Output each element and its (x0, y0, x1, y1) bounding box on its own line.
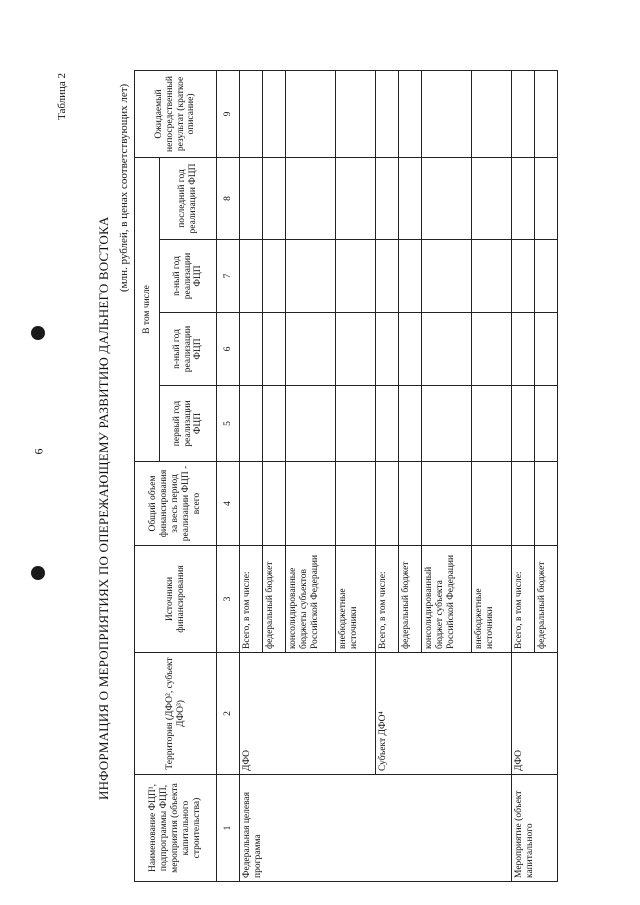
table-cell (376, 386, 399, 462)
table-cell (512, 71, 535, 158)
table-cell (472, 386, 512, 462)
table-cell (512, 158, 535, 240)
table-cell (472, 313, 512, 386)
table-cell (263, 313, 286, 386)
table-cell (240, 71, 263, 158)
row-source: консолидированный бюджет субъекта Российской Федерации (422, 546, 472, 653)
table-cell (240, 462, 263, 546)
header-territory: Территория (ДФО², субъект ДФО³) (135, 653, 217, 775)
table-cell (286, 462, 336, 546)
row-source: Всего, в том числе: (240, 546, 263, 653)
row-territory: ДФО (240, 653, 376, 775)
header-name: Наименование ФЦП¹, подпрограммы ФЦП, мероприятия (объекта капитального строительства) (135, 775, 217, 882)
row-source: Всего, в том числе: (376, 546, 399, 653)
table-cell (286, 240, 336, 313)
table-cell (376, 240, 399, 313)
header-first-year: первый год реализации ФЦП (160, 386, 217, 462)
row-source: внебюджетные источники (336, 546, 376, 653)
table-cell (535, 313, 558, 386)
table-cell (535, 386, 558, 462)
table-cell (286, 386, 336, 462)
row-event-name: Мероприятие (объект капитального (512, 775, 558, 882)
table-cell (336, 313, 376, 386)
table-cell (399, 240, 422, 313)
table-label: Таблица 2 (56, 72, 68, 120)
column-number: 6 (217, 313, 240, 386)
table-cell (422, 240, 472, 313)
row-program-name: Федеральная целевая программа (240, 775, 512, 882)
table-cell (263, 71, 286, 158)
table-cell (535, 158, 558, 240)
column-number: 9 (217, 71, 240, 158)
header-expected-result: Ожидаемый непосредственный результат (краткое описание) (135, 71, 217, 158)
header-nth-year: n-ный год реализации ФЦП (160, 313, 217, 386)
table-cell (240, 386, 263, 462)
table-cell (376, 158, 399, 240)
table-cell (336, 240, 376, 313)
column-number: 5 (217, 386, 240, 462)
table-cell (535, 240, 558, 313)
table-cell (286, 71, 336, 158)
table-cell (399, 313, 422, 386)
table-cell (376, 462, 399, 546)
row-source: федеральный бюджет (399, 546, 422, 653)
table-cell (535, 462, 558, 546)
table-cell (472, 462, 512, 546)
table-cell (422, 462, 472, 546)
table-cell (472, 158, 512, 240)
table-cell (399, 462, 422, 546)
table-cell (240, 158, 263, 240)
table-cell (336, 386, 376, 462)
document-title: ИНФОРМАЦИЯ О МЕРОПРИЯТИЯХ ПО ОПЕРЕЖАЮЩЕМУ РАЗВИТИЮ ДАЛЬНЕГО ВОСТОКА (96, 216, 111, 800)
funding-table (134, 70, 558, 882)
column-number: 7 (217, 240, 240, 313)
row-source: Всего, в том числе: (512, 546, 535, 653)
column-number: 3 (217, 546, 240, 653)
table-cell (336, 158, 376, 240)
units-note: (млн. рублей, в ценах соответствующих лет) (118, 83, 130, 292)
header-last-year: последний год реализации ФЦП (160, 158, 217, 240)
table-cell (422, 158, 472, 240)
row-territory: ДФО (512, 653, 558, 775)
column-number: 2 (217, 653, 240, 775)
table-cell (376, 71, 399, 158)
header-in-that-number: В том числе (135, 158, 160, 462)
header-total-volume: Общий объем финансирования за весь период реализации ФЦП - всего (135, 462, 217, 546)
table-cell (286, 313, 336, 386)
table-cell (512, 313, 535, 386)
table-cell (422, 71, 472, 158)
table-cell (399, 71, 422, 158)
row-source: федеральный бюджет (263, 546, 286, 653)
table-cell (336, 462, 376, 546)
table-cell (399, 386, 422, 462)
header-sources: Источники финансирования (135, 546, 217, 653)
table-cell (263, 158, 286, 240)
table-cell (535, 71, 558, 158)
row-territory: Субъект ДФО⁴ (376, 653, 512, 775)
column-number: 4 (217, 462, 240, 546)
table-cell (240, 313, 263, 386)
table-cell (240, 240, 263, 313)
table-cell (472, 240, 512, 313)
column-number: 8 (217, 158, 240, 240)
table-cell (512, 386, 535, 462)
table-cell (512, 240, 535, 313)
header-nth-year: n-ный год реализации ФЦП (160, 240, 217, 313)
table-cell (263, 240, 286, 313)
row-source: федеральный бюджет (535, 546, 558, 653)
table-cell (263, 386, 286, 462)
table-cell (472, 71, 512, 158)
table-cell (422, 313, 472, 386)
table-cell (399, 158, 422, 240)
page-number: 6 (31, 448, 46, 455)
row-source: внебюджетные источники (472, 546, 512, 653)
table-cell (512, 462, 535, 546)
table-cell (286, 158, 336, 240)
table-cell (422, 386, 472, 462)
table-cell (336, 71, 376, 158)
table-cell (376, 313, 399, 386)
row-source: консолидированные бюджеты субъектов Российской Федерации (286, 546, 336, 653)
column-number: 1 (217, 775, 240, 882)
table-cell (263, 462, 286, 546)
